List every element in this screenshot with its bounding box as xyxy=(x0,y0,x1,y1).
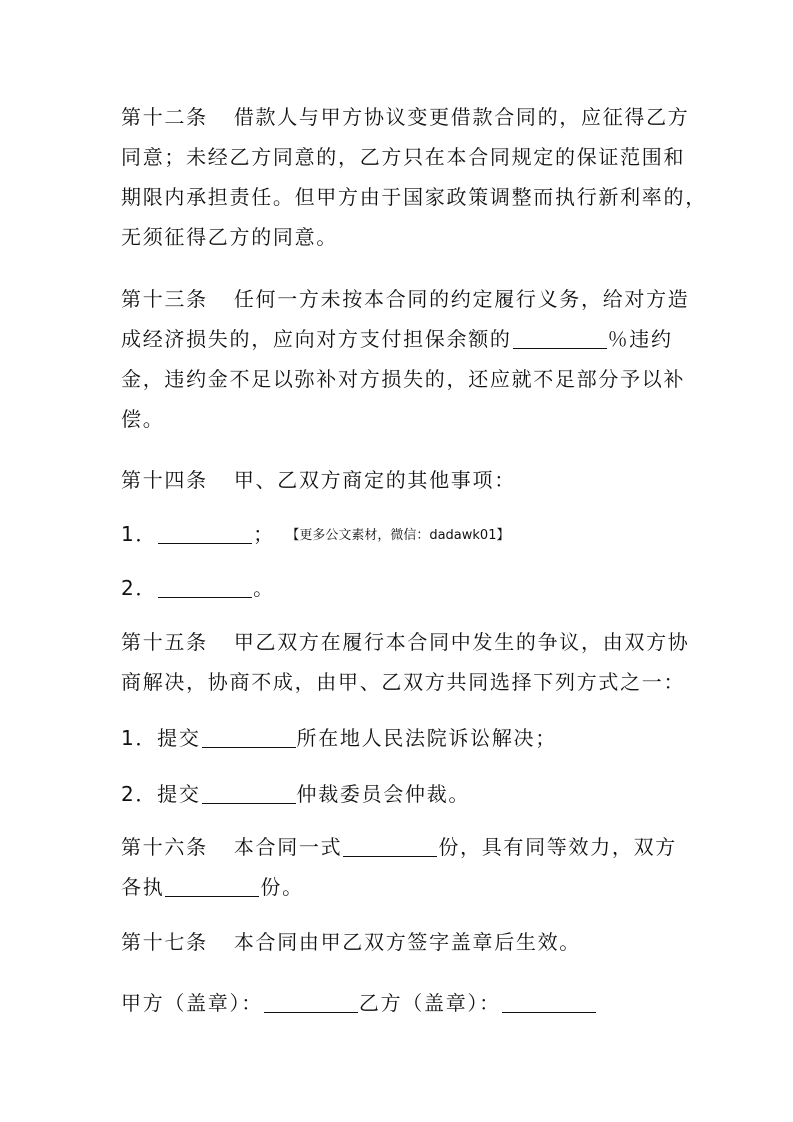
article-15-option-1 xyxy=(121,718,681,758)
other-matter-2-blank[interactable] xyxy=(158,577,252,598)
article-13-line-3: 金，违约金不足以弥补对方损失的，还应就不足部分予以补 xyxy=(121,367,686,391)
party-b-seal-blank[interactable] xyxy=(502,992,596,1013)
article-15-option-2 xyxy=(121,774,681,814)
option-2-post: 仲裁委员会仲裁。 xyxy=(296,782,471,806)
party-a-label: 甲方（盖章）： xyxy=(121,991,263,1015)
article-16-line-1-pre: 本合同一式 xyxy=(233,835,343,859)
article-16 xyxy=(121,827,681,907)
copies-each-blank[interactable] xyxy=(165,876,259,897)
signature-line xyxy=(121,983,681,1023)
article-16-line-2-post: 份。 xyxy=(260,875,304,899)
article-13-line-2-post: ％违约 xyxy=(607,327,673,351)
article-12 xyxy=(121,97,707,257)
article-14-text: 甲、乙双方商定的其他事项： xyxy=(233,468,516,492)
article-17-text: 本合同由甲乙双方签字盖章后生效。 xyxy=(233,930,582,954)
promo-note: 【更多公文素材，微信：dadawk01】 xyxy=(292,528,510,543)
option-2-pre: 2．提交 xyxy=(121,782,201,806)
article-14-item-1 xyxy=(121,514,681,554)
article-15-label: 第十五条 xyxy=(121,630,208,654)
article-16-label: 第十六条 xyxy=(121,835,208,859)
article-17-label: 第十七条 xyxy=(121,930,208,954)
article-15 xyxy=(121,622,690,702)
item-2-number: 2． xyxy=(121,576,158,600)
article-16-line-1-post: 份，具有同等效力，双方 xyxy=(438,835,678,859)
item-1-end: ； xyxy=(253,522,275,546)
article-14-label: 第十四条 xyxy=(121,468,208,492)
article-14 xyxy=(121,460,681,500)
party-b-label: 乙方（盖章）： xyxy=(358,991,501,1015)
article-16-line-2-pre: 各执 xyxy=(121,875,165,899)
option-1-post: 所在地人民法院诉讼解决； xyxy=(296,726,557,750)
article-13-line-4: 偿。 xyxy=(121,407,165,431)
other-matter-1-blank[interactable] xyxy=(158,523,252,544)
article-15-line-2: 商解决，协商不成，由甲、乙双方共同选择下列方式之一： xyxy=(121,670,686,694)
court-location-blank[interactable] xyxy=(202,727,296,748)
copies-total-blank[interactable] xyxy=(343,836,437,857)
option-1-pre: 1．提交 xyxy=(121,726,201,750)
article-14-item-2 xyxy=(121,568,681,608)
article-12-line-4: 无须征得乙方的同意。 xyxy=(121,225,338,249)
article-12-line-2: 同意；未经乙方同意的，乙方只在本合同规定的保证范围和 xyxy=(121,145,686,169)
article-12-label: 第十二条 xyxy=(121,105,208,129)
article-12-line-3: 期限内承担责任。但甲方由于国家政策调整而执行新利率的， xyxy=(121,185,707,209)
party-a-seal-blank[interactable] xyxy=(264,992,358,1013)
article-13-line-1: 任何一方未按本合同的约定履行义务，给对方造 xyxy=(233,287,690,311)
article-13 xyxy=(121,279,690,439)
article-13-label: 第十三条 xyxy=(121,287,208,311)
item-2-end: 。 xyxy=(253,576,275,600)
article-13-line-2-pre: 成经济损失的，应向对方支付担保余额的 xyxy=(121,327,512,351)
item-1-number: 1． xyxy=(121,522,158,546)
arbitration-committee-blank[interactable] xyxy=(202,783,296,804)
article-15-line-1: 甲乙双方在履行本合同中发生的争议，由双方协 xyxy=(233,630,690,654)
article-12-line-1: 借款人与甲方协议变更借款合同的，应征得乙方 xyxy=(233,105,690,129)
penalty-percent-blank[interactable] xyxy=(513,328,607,349)
article-17 xyxy=(121,922,681,962)
